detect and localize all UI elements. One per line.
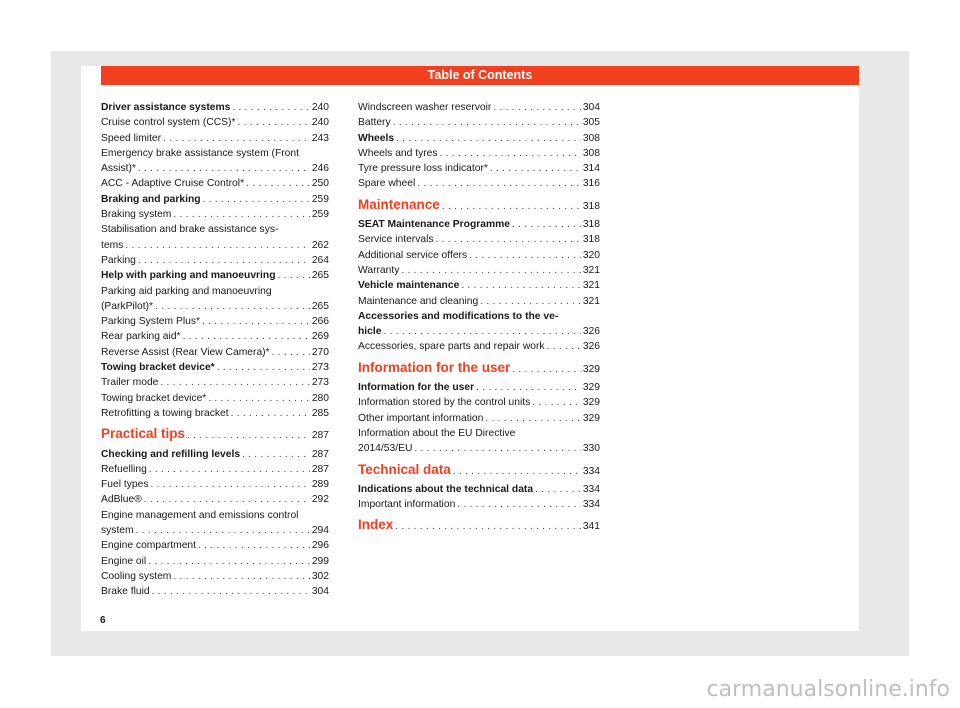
toc-page-number: 329 (582, 363, 600, 375)
dot-leader (231, 406, 310, 421)
toc-page-number: 329 (582, 382, 600, 394)
toc-page-number: 302 (311, 570, 329, 582)
toc-page-number: 262 (311, 239, 329, 251)
dot-leader (512, 362, 581, 377)
toc-entry-title-line1: Engine management and emissions control (101, 509, 299, 521)
toc-page-number: 334 (582, 465, 600, 477)
dot-leader (242, 447, 310, 462)
toc-page-number: 280 (311, 392, 329, 404)
toc-entry-title: Important information (358, 499, 456, 511)
toc-entry[interactable] (358, 217, 600, 232)
toc-page-number: 292 (311, 494, 329, 506)
page-header-title: Table of Contents (101, 66, 859, 85)
dot-leader (278, 268, 310, 283)
toc-entry-title: Parking System Plus* (101, 316, 201, 328)
toc-entry-title: Tyre pressure loss indicator* (358, 163, 488, 175)
toc-entry-title: hicle (358, 326, 382, 338)
toc-entry[interactable] (101, 268, 329, 283)
toc-entry-title: Assist)* (101, 163, 136, 175)
toc-entry-title: Braking system (101, 209, 172, 221)
toc-entry-title: Information for the user (358, 359, 511, 375)
dot-leader (173, 569, 309, 584)
toc-page-number: 329 (582, 397, 600, 409)
toc-entry[interactable] (101, 176, 329, 191)
toc-entry-title: Information stored by the control units (358, 397, 531, 409)
dot-leader (417, 176, 581, 191)
toc-entry[interactable] (358, 497, 600, 512)
toc-entry[interactable] (358, 309, 600, 340)
toc-entry[interactable] (101, 538, 329, 553)
toc-page-number: 243 (311, 132, 329, 144)
dot-leader (272, 345, 310, 360)
dot-leader (436, 232, 581, 247)
toc-entry[interactable] (101, 192, 329, 207)
toc-entry-title: Rear parking aid* (101, 331, 181, 343)
toc-page-number: 270 (311, 346, 329, 358)
page-number: 6 (100, 615, 106, 626)
toc-entry-title: Wheels and tyres (358, 147, 438, 159)
toc-entry-title: Warranty (358, 264, 400, 276)
toc-entry-title: tems (101, 239, 124, 251)
dot-leader (453, 464, 581, 479)
toc-page-number: 269 (311, 331, 329, 343)
toc-entry-title: Accessories, spare parts and repair work (358, 341, 545, 353)
toc-entry-title: Trailer mode (101, 377, 159, 389)
toc-page-number: 240 (311, 117, 329, 129)
toc-page-number: 265 (311, 270, 329, 282)
toc-entry[interactable] (358, 131, 600, 146)
toc-page-number: 250 (311, 178, 329, 190)
toc-entry-title: Practical tips (101, 426, 186, 442)
toc-entry[interactable] (101, 284, 329, 315)
toc-entry-title-line1: Parking aid parking and manoeuvring (101, 285, 272, 297)
toc-page-number: 318 (582, 234, 600, 246)
toc-page-number: 246 (311, 163, 329, 175)
toc-page-number: 273 (311, 377, 329, 389)
toc-entry[interactable] (101, 477, 329, 492)
toc-page-number: 318 (582, 200, 600, 212)
dot-leader (237, 115, 309, 130)
toc-entry[interactable] (358, 339, 600, 354)
toc-entry-title: system (101, 525, 134, 537)
toc-entry[interactable] (358, 380, 600, 395)
toc-entry-title: Other important information (358, 412, 484, 424)
toc-page-number: 334 (582, 483, 600, 495)
toc-page-number: 259 (311, 193, 329, 205)
toc-page-number: 318 (582, 219, 600, 231)
dot-leader (461, 278, 581, 293)
toc-entry[interactable] (101, 584, 329, 599)
dot-leader (414, 441, 580, 456)
toc-entry[interactable] (101, 360, 329, 375)
toc-section-heading[interactable] (358, 462, 600, 479)
toc-entry[interactable] (101, 345, 329, 360)
toc-entry[interactable] (101, 375, 329, 390)
toc-entry-title: Refuelling (101, 463, 147, 475)
toc-entry-title: Spare wheel (358, 178, 416, 190)
toc-entry[interactable] (358, 411, 600, 426)
toc-entry-title: Information for the user (358, 382, 475, 394)
toc-entry-title: Speed limiter (101, 132, 162, 144)
toc-page-number: 294 (311, 525, 329, 537)
toc-entry-title: Service intervals (358, 234, 434, 246)
toc-entry-title-line1: Information about the EU Directive (358, 427, 516, 439)
toc-entry[interactable] (101, 406, 329, 421)
toc-entry-title: Checking and refilling levels (101, 448, 241, 460)
toc-entry[interactable] (101, 554, 329, 569)
dot-leader (208, 391, 310, 406)
toc-section-heading[interactable] (358, 360, 600, 377)
toc-entry-title: Brake fluid (101, 586, 150, 598)
toc-entry[interactable] (101, 462, 329, 477)
toc-entry[interactable] (358, 263, 600, 278)
toc-page-number: 287 (311, 448, 329, 460)
dot-leader (152, 584, 310, 599)
dot-leader (547, 339, 581, 354)
toc-entry[interactable] (101, 329, 329, 344)
toc-page-number: 264 (311, 254, 329, 266)
toc-entry-title: Index (358, 517, 394, 533)
dot-leader (476, 380, 581, 395)
toc-entry-title: Braking and parking (101, 193, 201, 205)
toc-entry-title: Retrofitting a towing bracket (101, 407, 229, 419)
toc-page-number: 289 (311, 479, 329, 491)
toc-entry-title: Vehicle maintenance (358, 280, 460, 292)
toc-entry-title: AdBlue® (101, 494, 142, 506)
toc-entry[interactable] (101, 314, 329, 329)
toc-page-number: 326 (582, 326, 600, 338)
toc-entry-title: Parking (101, 254, 136, 266)
toc-entry[interactable] (101, 222, 329, 253)
dot-leader (395, 519, 581, 534)
toc-page-number: 316 (582, 178, 600, 190)
toc-entry[interactable] (101, 447, 329, 462)
toc-entry-title: Battery (358, 117, 391, 129)
toc-page-number: 287 (311, 463, 329, 475)
toc-entry[interactable] (358, 395, 600, 410)
toc-entry-title: Towing bracket device* (101, 392, 207, 404)
toc-entry[interactable] (101, 391, 329, 406)
toc-entry-title: Help with parking and manoeuvring (101, 270, 276, 282)
toc-entry[interactable] (358, 294, 600, 309)
dot-leader (396, 131, 581, 146)
toc-entry-title: Fuel types (101, 479, 149, 491)
toc-section-heading[interactable] (358, 197, 600, 214)
dot-leader (457, 497, 581, 512)
toc-entry-title: SEAT Maintenance Programme (358, 219, 511, 231)
dot-leader (148, 554, 310, 569)
toc-page-number: 296 (311, 540, 329, 552)
toc-entry[interactable] (358, 248, 600, 263)
dot-leader (440, 146, 581, 161)
toc-page-number: 285 (311, 407, 329, 419)
toc-entry[interactable] (101, 253, 329, 268)
toc-entry-title: Reverse Assist (Rear View Camera)* (101, 346, 270, 358)
dot-leader (532, 395, 581, 410)
dot-leader (149, 462, 310, 477)
toc-entry-title: Cruise control system (CCS)* (101, 117, 236, 129)
dot-leader (469, 248, 581, 263)
toc-entry-title: Windscreen washer reservoir (358, 102, 492, 113)
dot-leader (136, 523, 310, 538)
toc-page-number: 321 (582, 295, 600, 307)
dot-leader (160, 375, 309, 390)
toc-entry-title: Additional service offers (358, 249, 468, 261)
dot-leader (198, 538, 310, 553)
toc-entry-title-line1: Stabilisation and brake assistance sys- (101, 224, 279, 236)
toc-page-number: 259 (311, 209, 329, 221)
toc-entry[interactable] (101, 492, 329, 507)
dot-leader (485, 411, 580, 426)
toc-entry[interactable] (358, 232, 600, 247)
toc-entry[interactable] (101, 569, 329, 584)
toc-page-number: 321 (582, 280, 600, 292)
toc-entry[interactable] (101, 508, 329, 539)
dot-leader (401, 263, 580, 278)
dot-leader (163, 131, 310, 146)
dot-leader (173, 207, 309, 222)
toc-page-number: 326 (582, 341, 600, 353)
dot-leader (151, 477, 310, 492)
toc-page-number: 329 (582, 412, 600, 424)
toc-entry-title: 2014/53/EU (358, 443, 413, 455)
toc-entry[interactable] (358, 161, 600, 176)
dot-leader (383, 324, 580, 339)
toc-entry-title: Engine oil (101, 555, 147, 567)
toc-page-number: 330 (582, 443, 600, 455)
toc-page-number: 308 (582, 147, 600, 159)
toc-entry-title: Driver assistance systems (101, 102, 231, 113)
toc-entry-title-line1: Accessories and modifications to the ve- (358, 310, 559, 322)
toc-page-number: 240 (311, 102, 329, 113)
dot-leader (138, 253, 310, 268)
toc-page-number: 320 (582, 249, 600, 261)
dot-leader (442, 199, 581, 214)
toc-entry-title: Engine compartment (101, 540, 197, 552)
dot-leader (202, 314, 310, 329)
toc-entry[interactable] (358, 100, 600, 115)
dot-leader (125, 238, 309, 253)
dot-leader (246, 176, 310, 191)
dot-leader (217, 360, 310, 375)
dot-leader (512, 217, 581, 232)
toc-entry[interactable] (358, 278, 600, 293)
toc-entry[interactable] (101, 115, 329, 130)
toc-entry[interactable] (101, 207, 329, 222)
toc-entry[interactable] (101, 146, 329, 177)
toc-page-number: 273 (311, 362, 329, 374)
toc-page-number: 341 (582, 521, 600, 533)
toc-entry[interactable] (358, 426, 600, 457)
dot-leader (232, 100, 309, 115)
dot-leader (138, 161, 310, 176)
toc-entry-title: Towing bracket device* (101, 362, 215, 374)
toc-entry-title: Cooling system (101, 570, 172, 582)
toc-page-number: 321 (582, 264, 600, 276)
toc-entry-title: Maintenance and cleaning (358, 295, 479, 307)
dot-leader (480, 294, 581, 309)
toc-entry-title: Indications about the technical data (358, 483, 534, 495)
toc-entry-title: Wheels (358, 132, 395, 144)
toc-page-number: 308 (582, 132, 600, 144)
toc-section-heading[interactable] (101, 426, 329, 443)
toc-entry[interactable] (358, 146, 600, 161)
toc-entry-title: Maintenance (358, 196, 440, 212)
toc-entry[interactable] (358, 176, 600, 191)
dot-leader (535, 482, 581, 497)
dot-leader (187, 428, 310, 443)
toc-entry-title: Technical data (358, 461, 451, 477)
toc-entry-title: ACC - Adaptive Cruise Control* (101, 178, 245, 190)
toc-right-column (358, 100, 600, 538)
dot-leader (490, 161, 581, 176)
toc-entry[interactable] (358, 115, 600, 130)
toc-page-number: 305 (582, 117, 600, 129)
toc-page-number: 304 (582, 102, 600, 113)
dot-leader (144, 492, 310, 507)
toc-page-number: 265 (311, 300, 329, 312)
toc-page-number: 266 (311, 316, 329, 328)
dot-leader (393, 115, 581, 130)
toc-left-column (101, 100, 329, 600)
dot-leader (203, 192, 310, 207)
toc-page-number: 314 (582, 163, 600, 175)
toc-entry[interactable] (358, 482, 600, 497)
watermark: carmanualsonline.info (706, 677, 950, 702)
toc-entry-title: (ParkPilot)* (101, 300, 154, 312)
toc-entry-title-line1: Emergency brake assistance system (Front (101, 147, 299, 159)
toc-page-number: 304 (311, 586, 329, 598)
toc-entry[interactable] (101, 100, 329, 115)
dot-leader (183, 329, 310, 344)
toc-page-number: 334 (582, 499, 600, 511)
toc-page-number: 287 (311, 430, 329, 442)
toc-page-number: 299 (311, 555, 329, 567)
dot-leader (155, 299, 310, 314)
dot-leader (493, 100, 580, 115)
toc-section-heading[interactable] (358, 517, 600, 534)
toc-entry[interactable] (101, 131, 329, 146)
